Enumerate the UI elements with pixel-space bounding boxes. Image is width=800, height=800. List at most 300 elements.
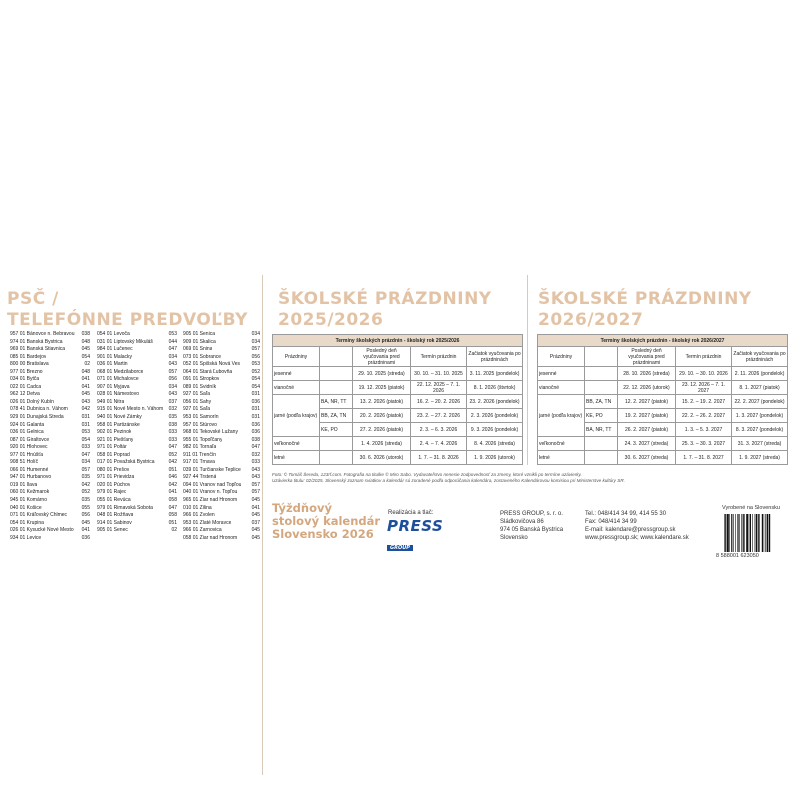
holidays-2026-title-line1: ŠKOLSKÉ PRÁZDNINY bbox=[538, 289, 752, 309]
table-header-cell: Začiatok vyučovania po prázdninách bbox=[732, 347, 788, 367]
psc-area-code: 034 bbox=[168, 383, 177, 390]
psc-place: 022 01 Čadca bbox=[10, 383, 42, 390]
psc-area-code: 054 bbox=[251, 383, 260, 390]
psc-area-code: 043 bbox=[251, 466, 260, 473]
table-cell: 1. 9. 2027 (streda) bbox=[732, 451, 788, 465]
psc-title bbox=[7, 289, 248, 331]
psc-area-code: 036 bbox=[251, 398, 260, 405]
table-header-cell: Začiatok vyučovania po prázdninách bbox=[467, 347, 523, 367]
psc-place: 901 01 Malacky bbox=[97, 353, 133, 360]
psc-place: 039 01 Turčianske Teplice bbox=[183, 466, 241, 473]
publisher-contact bbox=[585, 510, 689, 542]
psc-place: 052 01 Spišská Nová Ves bbox=[183, 361, 240, 368]
table-cell: 23. 2. – 27. 2. 2026 bbox=[411, 409, 467, 423]
psc-place: 054 01 Levoča bbox=[97, 331, 130, 337]
psc-area-code: 034 bbox=[251, 331, 260, 337]
psc-area-code: 051 bbox=[168, 466, 177, 473]
psc-area-code: 043 bbox=[168, 391, 177, 398]
publisher-email[interactable]: E-mail: kalendare@pressgroup.sk bbox=[585, 527, 676, 533]
psc-place: 031 01 Liptovský Mikuláš bbox=[97, 338, 153, 345]
psc-area-code: 036 bbox=[251, 421, 260, 428]
psc-row bbox=[97, 497, 177, 505]
table-cell: 31. 3. 2027 (streda) bbox=[732, 437, 788, 451]
psc-area-code: 054 bbox=[251, 376, 260, 383]
psc-place: 054 01 Krupina bbox=[10, 519, 44, 526]
psc-place: 934 01 Levice bbox=[10, 534, 42, 541]
psc-row bbox=[10, 467, 90, 475]
psc-row bbox=[183, 369, 260, 377]
psc-place: 940 01 Nové Zámky bbox=[97, 414, 142, 421]
psc-place: 966 01 Žarnovica bbox=[183, 527, 222, 534]
table-cell bbox=[320, 451, 353, 465]
table-cell: 1. 9. 2026 (utorok) bbox=[467, 451, 523, 465]
credits-notes bbox=[272, 472, 792, 485]
psc-area-code: 047 bbox=[168, 504, 177, 511]
table-cell: jesenné bbox=[538, 367, 585, 381]
psc-place: 965 01 Žiar nad Hronom bbox=[183, 497, 238, 504]
table-caption: Termíny školských prázdnin - školský rok 2025/2026 bbox=[273, 335, 523, 347]
psc-area-code: 037 bbox=[251, 519, 260, 526]
psc-place: 040 01 Vranov n. Topľou bbox=[183, 489, 238, 496]
psc-area-code: 031 bbox=[251, 414, 260, 421]
table-cell: 9. 3. 2026 (pondelok) bbox=[467, 423, 523, 437]
psc-place: 034 01 Bytča bbox=[10, 376, 40, 383]
table-cell: jesenné bbox=[273, 367, 320, 381]
psc-area-code: 045 bbox=[81, 519, 90, 526]
table-cell: 8. 3. 2027 (pondelok) bbox=[732, 423, 788, 437]
psc-area-code: 037 bbox=[168, 398, 177, 405]
psc-place: 907 01 Myjava bbox=[97, 383, 130, 390]
psc-row bbox=[97, 437, 177, 445]
table-cell: letné bbox=[273, 451, 320, 465]
table-header-cell: Prázdniny bbox=[273, 347, 320, 367]
psc-row bbox=[97, 354, 177, 362]
table-cell: vianočné bbox=[273, 381, 320, 395]
psc-area-code: 048 bbox=[81, 338, 90, 345]
table-cell: 2. 3. – 6. 3. 2026 bbox=[411, 423, 467, 437]
psc-row bbox=[183, 527, 260, 535]
psc-area-code: 034 bbox=[251, 338, 260, 345]
psc-area-code: 053 bbox=[251, 361, 260, 368]
psc-row bbox=[10, 505, 90, 513]
table-cell: 8. 1. 2026 (štvrtok) bbox=[467, 381, 523, 395]
table-cell: BB, ZA, TN bbox=[320, 409, 353, 423]
psc-row bbox=[97, 527, 177, 535]
publisher-street: Sládkovičova 86 bbox=[500, 519, 544, 525]
psc-area-code: 053 bbox=[81, 429, 90, 436]
psc-place: 905 01 Senec bbox=[97, 527, 128, 534]
table-cell: 19. 2. 2027 (piatok) bbox=[618, 409, 676, 423]
psc-area-code: 031 bbox=[251, 391, 260, 398]
psc-row bbox=[97, 429, 177, 437]
psc-place: 058 01 Poprad bbox=[97, 451, 130, 458]
psc-row bbox=[10, 369, 90, 377]
psc-area-code: 038 bbox=[168, 421, 177, 428]
psc-row bbox=[97, 406, 177, 414]
psc-place: 036 01 Martin bbox=[97, 361, 128, 368]
psc-row bbox=[10, 376, 90, 384]
publisher-city: 974 05 Banská Bystrica bbox=[500, 527, 564, 533]
psc-place: 968 01 Tekovské Lužany bbox=[183, 429, 238, 436]
psc-area-code: 057 bbox=[251, 489, 260, 496]
psc-place: 979 01 Rajec bbox=[97, 489, 127, 496]
psc-area-code: 051 bbox=[168, 519, 177, 526]
psc-row bbox=[97, 512, 177, 520]
table-cell: 1. 3. – 5. 3. 2027 bbox=[676, 423, 732, 437]
table-cell bbox=[585, 367, 618, 381]
psc-area-code: 055 bbox=[81, 504, 90, 511]
psc-row bbox=[183, 505, 260, 513]
psc-row bbox=[183, 497, 260, 505]
column-divider-left bbox=[262, 275, 263, 775]
psc-area-code: 046 bbox=[168, 474, 177, 481]
psc-place: 055 01 Revúca bbox=[97, 497, 131, 504]
psc-area-code: 047 bbox=[168, 346, 177, 353]
table-row bbox=[538, 367, 788, 381]
psc-row bbox=[10, 399, 90, 407]
psc-place: 953 01 Šamorín bbox=[183, 414, 219, 421]
psc-place: 058 01 Žiar nad Hronom bbox=[183, 534, 238, 541]
table-cell: KE, PO bbox=[585, 409, 618, 423]
psc-place: 068 01 Medzilaborce bbox=[97, 368, 144, 375]
psc-place: 927 44 Trstená bbox=[183, 474, 217, 481]
table-row bbox=[538, 395, 788, 409]
psc-place: 089 01 Svidník bbox=[183, 383, 217, 390]
table-row bbox=[273, 437, 523, 451]
psc-area-code: 057 bbox=[81, 466, 90, 473]
table-cell: 25. 3. – 30. 3. 2027 bbox=[676, 437, 732, 451]
psc-place: 010 01 Žilina bbox=[183, 504, 212, 511]
table-cell bbox=[585, 451, 618, 465]
psc-row bbox=[10, 422, 90, 430]
psc-place: 979 01 Rimavská Sobota bbox=[97, 504, 153, 511]
psc-place: 969 01 Banská Štiavnica bbox=[10, 346, 66, 353]
psc-place: 977 01 Brezno bbox=[10, 368, 43, 375]
psc-area-code: 043 bbox=[168, 361, 177, 368]
table-cell: 23. 2. 2026 (pondelok) bbox=[467, 395, 523, 409]
psc-place: 908 51 Holíč bbox=[10, 459, 39, 466]
table-cell: 2. 3. 2026 (pondelok) bbox=[467, 409, 523, 423]
psc-area-code: 042 bbox=[81, 481, 90, 488]
table-row bbox=[273, 381, 523, 395]
psc-area-code: 045 bbox=[251, 497, 260, 504]
psc-place: 909 01 Skalica bbox=[183, 338, 216, 345]
psc-place: 073 01 Sobrance bbox=[183, 353, 222, 360]
table-cell: 29. 10. – 30. 10. 2026 bbox=[676, 367, 732, 381]
psc-area-code: 02 bbox=[171, 527, 177, 534]
table-header-cell: Prázdniny bbox=[538, 347, 585, 367]
psc-row bbox=[183, 429, 260, 437]
psc-area-code: 047 bbox=[81, 451, 90, 458]
psc-place: 915 01 Nové Mesto n. Váhom bbox=[97, 406, 164, 413]
holidays-2025-title bbox=[278, 289, 492, 331]
psc-row bbox=[97, 467, 177, 475]
table-cell: 26. 2. 2027 (piatok) bbox=[618, 423, 676, 437]
table-cell: letné bbox=[538, 451, 585, 465]
table-cell: KE, PO bbox=[320, 423, 353, 437]
psc-row bbox=[10, 520, 90, 528]
psc-area-code: 034 bbox=[81, 459, 90, 466]
psc-title-line1: PSČ / bbox=[7, 289, 59, 309]
psc-row bbox=[183, 474, 260, 482]
psc-area-code: 056 bbox=[251, 353, 260, 360]
psc-area-code: 043 bbox=[251, 474, 260, 481]
psc-place: 048 01 Rožňava bbox=[97, 512, 134, 519]
publisher-name: PRESS GROUP, s. r. o. bbox=[500, 511, 563, 517]
psc-place: 085 01 Bardejov bbox=[10, 353, 47, 360]
table-cell: 23. 12. 2026 – 7. 1. 2027 bbox=[676, 381, 732, 395]
psc-place: 905 01 Senica bbox=[183, 331, 215, 337]
psc-area-code: 041 bbox=[251, 504, 260, 511]
table-row bbox=[538, 437, 788, 451]
table-cell: 29. 10. 2025 (streda) bbox=[353, 367, 411, 381]
table-cell: 1. 7. – 31. 8. 2027 bbox=[676, 451, 732, 465]
psc-area-code: 02 bbox=[84, 361, 90, 368]
publisher-address bbox=[500, 510, 563, 542]
table-cell bbox=[320, 367, 353, 381]
psc-place: 091 01 Stropkov bbox=[183, 376, 220, 383]
psc-place: 947 01 Hurbanovo bbox=[10, 474, 52, 481]
psc-place: 945 01 Komárno bbox=[10, 497, 47, 504]
psc-place: 078 41 Dubnica n. Váhom bbox=[10, 406, 68, 413]
psc-row bbox=[183, 482, 260, 490]
psc-row bbox=[10, 489, 90, 497]
table-cell: 8. 4. 2026 (streda) bbox=[467, 437, 523, 451]
product-title-line1: Týždňový bbox=[272, 501, 332, 515]
psc-row bbox=[183, 422, 260, 430]
psc-row bbox=[183, 391, 260, 399]
psc-place: 974 01 Banská Bystrica bbox=[10, 338, 63, 345]
psc-area-code: 032 bbox=[168, 406, 177, 413]
publisher-web[interactable]: www.pressgroup.sk; www.kalendare.sk bbox=[585, 535, 689, 541]
psc-place: 957 01 Štúrovo bbox=[183, 421, 217, 428]
psc-area-code: 045 bbox=[251, 512, 260, 519]
table-cell: 2. 4. – 7. 4. 2026 bbox=[411, 437, 467, 451]
psc-row bbox=[97, 520, 177, 528]
psc-area-code: 031 bbox=[81, 414, 90, 421]
table-header-cell: Termín prázdnin bbox=[411, 347, 467, 367]
psc-area-code: 058 bbox=[168, 497, 177, 504]
psc-place: 094 01 Vranov nad Topľou bbox=[183, 481, 242, 488]
table-cell: 22. 12. 2026 (utorok) bbox=[618, 381, 676, 395]
psc-area-code: 041 bbox=[81, 527, 90, 534]
psc-row bbox=[10, 474, 90, 482]
psc-area-code: 043 bbox=[81, 398, 90, 405]
table-cell: 27. 2. 2026 (piatok) bbox=[353, 423, 411, 437]
psc-title-line2: TELEFÓNNE PREDVOĽBY bbox=[7, 310, 248, 330]
psc-row bbox=[97, 376, 177, 384]
psc-row bbox=[183, 346, 260, 354]
psc-place: 957 01 Bánovce n. Bebravou bbox=[10, 331, 75, 337]
psc-place: 971 01 Prievidza bbox=[97, 474, 135, 481]
psc-row bbox=[97, 459, 177, 467]
table-cell: 30. 6. 2026 (utorok) bbox=[353, 451, 411, 465]
credits-line1: Foto: © Tomáš Šereda, 123rf.com. Fotografia na titulke © Miro Sabo. Vydavateľstvo nenesie zodpovednosť za zmeny, ktoré vznikli po termíne uzávierky. bbox=[272, 472, 582, 477]
psc-row bbox=[97, 505, 177, 513]
table-cell: 12. 2. 2027 (piatok) bbox=[618, 395, 676, 409]
table-cell: BA, NR, TT bbox=[320, 395, 353, 409]
psc-row bbox=[183, 361, 260, 369]
psc-row bbox=[10, 346, 90, 354]
psc-row bbox=[97, 452, 177, 460]
table-cell: 2. 11. 2026 (pondelok) bbox=[732, 367, 788, 381]
psc-area-code: 041 bbox=[168, 489, 177, 496]
psc-row bbox=[97, 391, 177, 399]
psc-area-code: 045 bbox=[81, 346, 90, 353]
psc-place: 984 01 Lučenec bbox=[97, 346, 133, 353]
table-cell bbox=[585, 381, 618, 395]
psc-row bbox=[10, 535, 90, 543]
table-header-cell: Posledný deň vyučovania pred prázdninami bbox=[353, 347, 411, 367]
psc-area-code: 057 bbox=[251, 481, 260, 488]
psc-area-code: 034 bbox=[168, 353, 177, 360]
column-divider-right bbox=[527, 275, 528, 465]
table-cell: 22. 2. 2027 (pondelok) bbox=[732, 395, 788, 409]
psc-area-code: 033 bbox=[168, 436, 177, 443]
logo-word: PRESS bbox=[387, 517, 444, 535]
psc-area-code: 052 bbox=[168, 451, 177, 458]
table-caption: Termíny školských prázdnin - školský rok 2026/2027 bbox=[538, 335, 788, 347]
table-cell: 15. 2. – 19. 2. 2027 bbox=[676, 395, 732, 409]
table-header-cell bbox=[320, 347, 353, 367]
psc-row bbox=[183, 459, 260, 467]
table-cell: 20. 2. 2026 (piatok) bbox=[353, 409, 411, 423]
product-title bbox=[272, 502, 380, 541]
psc-row bbox=[97, 422, 177, 430]
psc-column-3 bbox=[183, 331, 260, 542]
psc-place: 924 01 Galanta bbox=[10, 421, 45, 428]
table-row bbox=[273, 395, 523, 409]
psc-place: 958 01 Partizánske bbox=[97, 421, 140, 428]
table-row bbox=[538, 451, 788, 465]
publisher-tel: Tel.: 048/414 34 99, 414 55 30 bbox=[585, 511, 667, 517]
psc-area-code: 042 bbox=[168, 459, 177, 466]
psc-place: 020 01 Púchov bbox=[97, 481, 131, 488]
psc-place: 914 01 Sabinov bbox=[97, 519, 132, 526]
psc-place: 071 01 Kráľovský Chlmec bbox=[10, 512, 68, 519]
psc-area-code: 042 bbox=[81, 406, 90, 413]
table-cell: 22. 2. – 26. 2. 2027 bbox=[676, 409, 732, 423]
psc-place: 028 01 Námestovo bbox=[97, 391, 139, 398]
psc-area-code: 057 bbox=[168, 368, 177, 375]
psc-area-code: 052 bbox=[251, 368, 260, 375]
psc-place: 019 01 Ilava bbox=[10, 481, 38, 488]
psc-row bbox=[10, 497, 90, 505]
psc-area-code: 038 bbox=[251, 436, 260, 443]
psc-place: 911 01 Trenčín bbox=[183, 451, 216, 458]
psc-row bbox=[97, 444, 177, 452]
psc-area-code: 058 bbox=[168, 512, 177, 519]
psc-area-code: 047 bbox=[251, 444, 260, 451]
psc-area-code: 056 bbox=[81, 512, 90, 519]
psc-row bbox=[10, 339, 90, 347]
psc-row bbox=[97, 346, 177, 354]
psc-place: 921 01 Piešťany bbox=[97, 436, 134, 443]
table-header-cell: Termín prázdnin bbox=[676, 347, 732, 367]
table-cell: 1. 3. 2027 (pondelok) bbox=[732, 409, 788, 423]
psc-row bbox=[183, 452, 260, 460]
psc-row bbox=[97, 339, 177, 347]
psc-place: 971 01 Poltár bbox=[97, 444, 127, 451]
psc-place: 066 01 Humenné bbox=[10, 466, 49, 473]
psc-row bbox=[10, 331, 90, 339]
psc-place: 080 01 Prešov bbox=[97, 466, 130, 473]
psc-place: 064 01 Stará Ľubovňa bbox=[183, 368, 233, 375]
psc-place: 977 01 Hnúšťa bbox=[10, 451, 44, 458]
holidays-2025-title-line1: ŠKOLSKÉ PRÁZDNINY bbox=[278, 289, 492, 309]
psc-place: 040 01 Košice bbox=[10, 504, 42, 511]
psc-place: 071 01 Michalovce bbox=[97, 376, 139, 383]
table-cell: jarné (podľa krajov) bbox=[273, 395, 320, 437]
psc-place: 087 01 Giraltovce bbox=[10, 436, 50, 443]
table-cell: 1. 4. 2026 (streda) bbox=[353, 437, 411, 451]
psc-place: 982 01 Tornaľa bbox=[183, 444, 217, 451]
psc-row bbox=[10, 414, 90, 422]
table-cell: 24. 3. 2027 (streda) bbox=[618, 437, 676, 451]
holidays-2025-table bbox=[272, 334, 523, 465]
psc-area-code: 045 bbox=[81, 391, 90, 398]
credits-line2: Uzávierka titulu: 02/2025. Slovenský zoznam sviatkov a kalendár sú zoradené podľa odporúčania kalendára, zostaveného Kalendárovou komisiou pri Ministerstve kultúry SR. bbox=[272, 478, 625, 484]
psc-area-code: 038 bbox=[81, 331, 90, 337]
psc-row bbox=[97, 414, 177, 422]
psc-row bbox=[10, 512, 90, 520]
table-header-cell bbox=[585, 347, 618, 367]
psc-row bbox=[10, 527, 90, 535]
holidays-2026-table bbox=[537, 334, 788, 465]
psc-area-code: 033 bbox=[168, 429, 177, 436]
holidays-2026-title-line2: 2026/2027 bbox=[538, 310, 644, 330]
publisher-country: Slovensko bbox=[500, 535, 528, 541]
psc-row bbox=[10, 482, 90, 490]
psc-row bbox=[183, 444, 260, 452]
psc-place: 927 01 Šaľa bbox=[183, 391, 211, 398]
press-group-logo bbox=[387, 517, 445, 551]
product-title-line3: Slovensko 2026 bbox=[272, 527, 374, 541]
table-cell: veľkonočné bbox=[273, 437, 320, 451]
psc-row bbox=[183, 399, 260, 407]
psc-place: 069 01 Snina bbox=[183, 346, 213, 353]
product-title-line2: stolový kalendár bbox=[272, 514, 381, 528]
psc-area-code: 054 bbox=[81, 436, 90, 443]
psc-row bbox=[10, 354, 90, 362]
psc-area-code: 054 bbox=[81, 353, 90, 360]
psc-area-code: 041 bbox=[81, 383, 90, 390]
psc-row bbox=[183, 489, 260, 497]
table-row bbox=[538, 381, 788, 395]
barcode-number: 8 588001 623050 bbox=[716, 553, 759, 559]
psc-row bbox=[97, 399, 177, 407]
psc-row bbox=[97, 482, 177, 490]
table-cell: 30. 10. – 31. 10. 2025 bbox=[411, 367, 467, 381]
psc-row bbox=[10, 406, 90, 414]
table-cell: 13. 2. 2026 (piatok) bbox=[353, 395, 411, 409]
table-cell bbox=[320, 437, 353, 451]
psc-area-code: 056 bbox=[168, 376, 177, 383]
psc-area-code: 057 bbox=[251, 346, 260, 353]
psc-row bbox=[10, 391, 90, 399]
psc-row bbox=[183, 406, 260, 414]
psc-row bbox=[97, 369, 177, 377]
psc-row bbox=[183, 414, 260, 422]
psc-place: 966 01 Zvolen bbox=[183, 512, 215, 519]
psc-place: 953 01 Zlaté Moravce bbox=[183, 519, 232, 526]
psc-area-code: 031 bbox=[81, 421, 90, 428]
table-cell: 1. 7. – 31. 8. 2026 bbox=[411, 451, 467, 465]
table-row bbox=[273, 367, 523, 381]
table-cell: 3. 11. 2025 (pondelok) bbox=[467, 367, 523, 381]
psc-row bbox=[10, 444, 90, 452]
psc-area-code: 036 bbox=[251, 429, 260, 436]
